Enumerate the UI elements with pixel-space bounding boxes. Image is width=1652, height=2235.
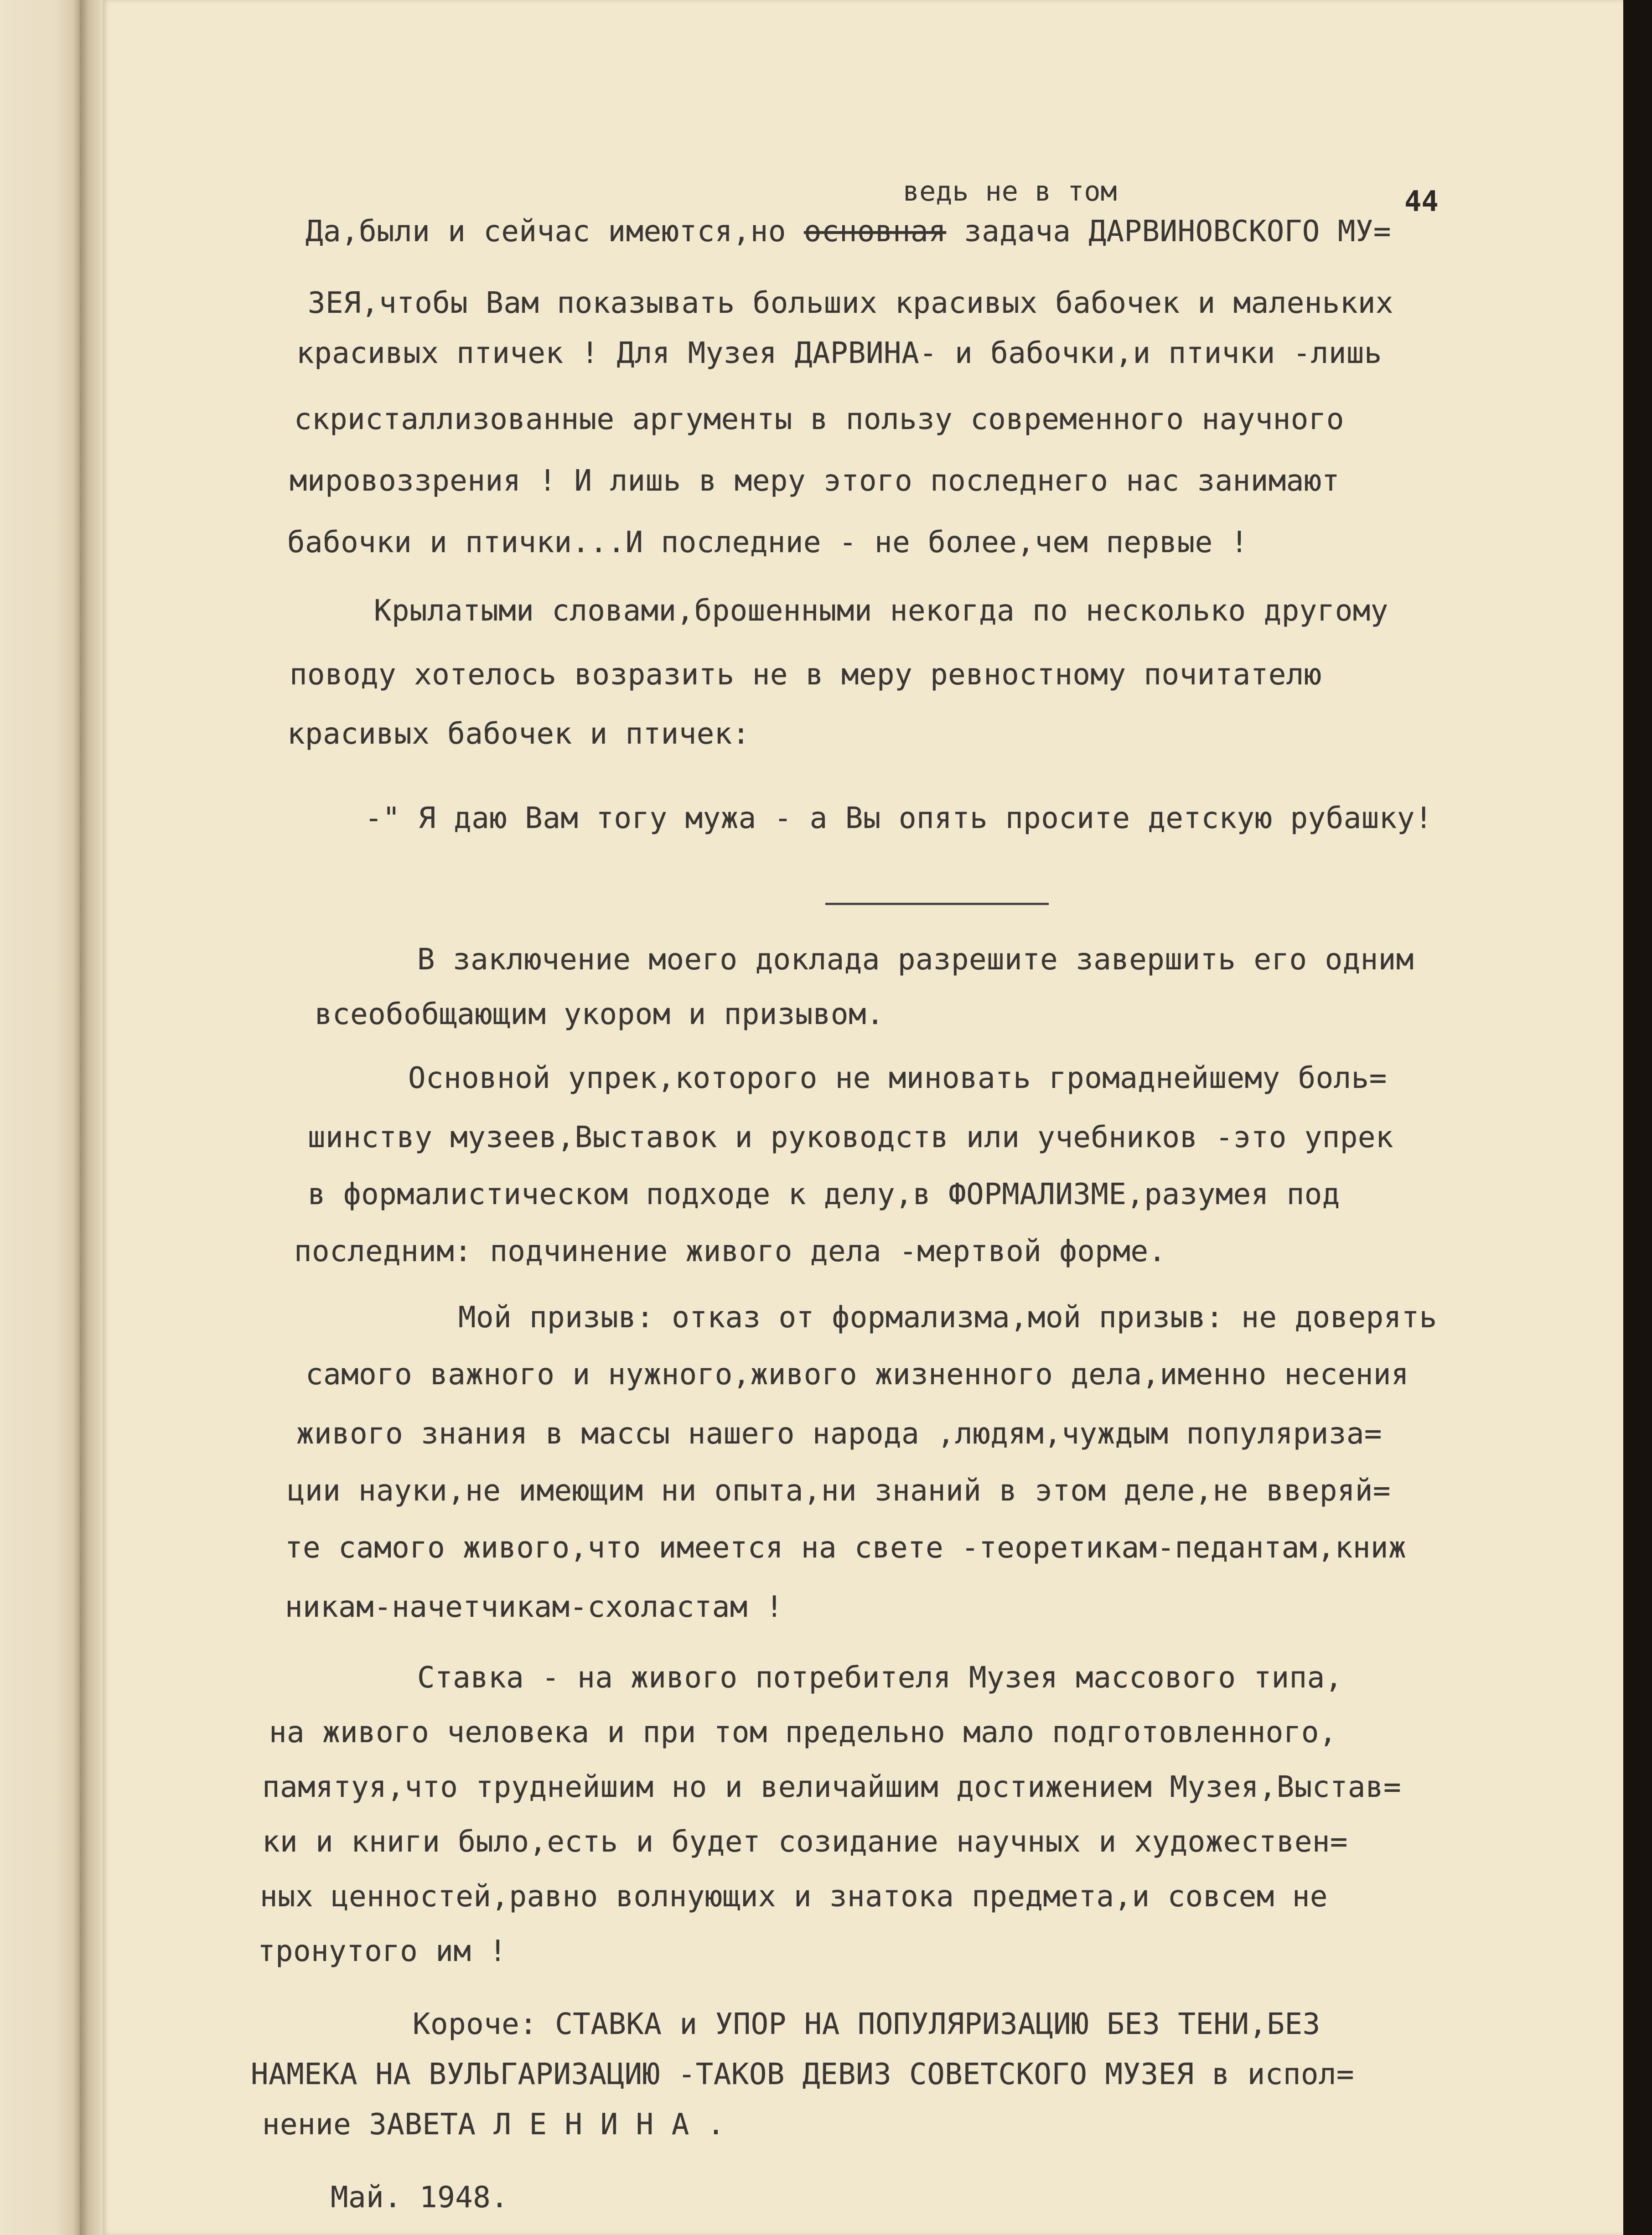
document-page: [103, 0, 1623, 2235]
text-line-1-end: задача ДАРВИНОВСКОГО МУ=: [946, 215, 1391, 248]
text-line-27: ных ценностей,равно волнующих и знатока предмета,и совсем не: [260, 1880, 1328, 1914]
text-line-1: [306, 213, 1391, 250]
text-line-4: скристаллизованные аргументы в пользу современного научного: [294, 403, 1344, 436]
text-line-29: Короче: СТАВКА и УПОР НА ПОПУЛЯРИЗАЦИЮ БЕЗ ТЕНИ,БЕЗ: [413, 2007, 1321, 2041]
text-line-11: В заключение моего доклада разрешите завершить его одним: [417, 943, 1414, 977]
text-line-6: бабочки и птички...И последние - не более,чем первые !: [287, 526, 1248, 559]
text-line-22: никам-начетчикам-схоластам !: [285, 1590, 783, 1624]
text-line-10: -" Я даю Вам тогу мужа - а Вы опять просите детскую рубашку!: [365, 802, 1433, 835]
text-line-5: мировоззрения ! И лишь в меру этого последнего нас занимают: [290, 464, 1340, 498]
text-line-19: живого знания в массы нашего народа ,людям,чуждым популяриза=: [296, 1417, 1382, 1451]
text-line-20: ции науки,не имеющим ни опыта,ни знаний в этом деле,не вверяй=: [287, 1474, 1391, 1508]
text-line-9: красивых бабочек и птичек:: [287, 717, 750, 751]
left-page-edge: [0, 0, 80, 2235]
text-line-30: НАМЕКА НА ВУЛЬГАРИЗАЦИЮ -ТАКОВ ДЕВИЗ СОВЕТСКОГО МУЗЕЯ в испол=: [251, 2058, 1354, 2091]
text-line-23: Ставка - на живого потребителя Музея массового типа,: [417, 1661, 1343, 1695]
text-line-17: Мой призыв: отказ от формализма,мой призыв: не доверять: [458, 1301, 1437, 1335]
text-line-16: последним: подчинение живого дела -мертвой форме.: [294, 1235, 1166, 1268]
text-line-3: красивых птичек ! Для Музея ДАРВИНА- и бабочки,и птички -лишь: [296, 336, 1382, 370]
struck-word: основная: [803, 215, 947, 248]
page-number: 44: [1404, 185, 1439, 218]
text-line-21: те самого живого,что имеется на свете -теоретикам-педантам,книж: [285, 1531, 1406, 1565]
text-line-25: памятуя,что труднейшим но и величайшим достижением Музея,Выстав=: [262, 1770, 1401, 1804]
text-line-28: тронутого им !: [258, 1935, 507, 1968]
text-line-7: Крылатыми словами,брошенными некогда по несколько другому: [374, 594, 1388, 628]
handwritten-insertion: ведь не в том: [903, 176, 1117, 207]
text-line-14: шинству музеев,Выставок и руководств или учебников -это упрек: [308, 1121, 1393, 1154]
book-spine: [80, 0, 103, 2235]
document-date: Май. 1948.: [331, 2181, 509, 2214]
text-line-18: самого важного и нужного,живого жизненного дела,именно несения: [306, 1358, 1409, 1392]
text-line-31: нение ЗАВЕТА Л Е Н И Н А .: [262, 2108, 725, 2142]
text-line-2: ЗЕЯ,чтобы Вам показывать больших красивых бабочек и маленьких: [308, 286, 1393, 320]
text-line-1-start: Да,были и сейчас имеются,но: [306, 215, 804, 248]
text-line-12: всеобобщающим укором и призывом.: [315, 998, 884, 1031]
text-line-24: на живого человека и при том предельно мало подготовленного,: [269, 1716, 1337, 1749]
text-line-8: поводу хотелось возразить не в меру ревностному почитателю: [290, 658, 1322, 692]
text-line-13: Основной упрек,которого не миновать громаднейшему боль=: [408, 1061, 1387, 1095]
text-line-15: в формалистическом подходе к делу,в ФОРМАЛИЗМЕ,разумея под: [308, 1178, 1340, 1211]
section-divider: [825, 903, 1049, 905]
text-line-26: ки и книги было,есть и будет созидание научных и художествен=: [262, 1825, 1348, 1859]
dark-background: [1623, 0, 1652, 2235]
